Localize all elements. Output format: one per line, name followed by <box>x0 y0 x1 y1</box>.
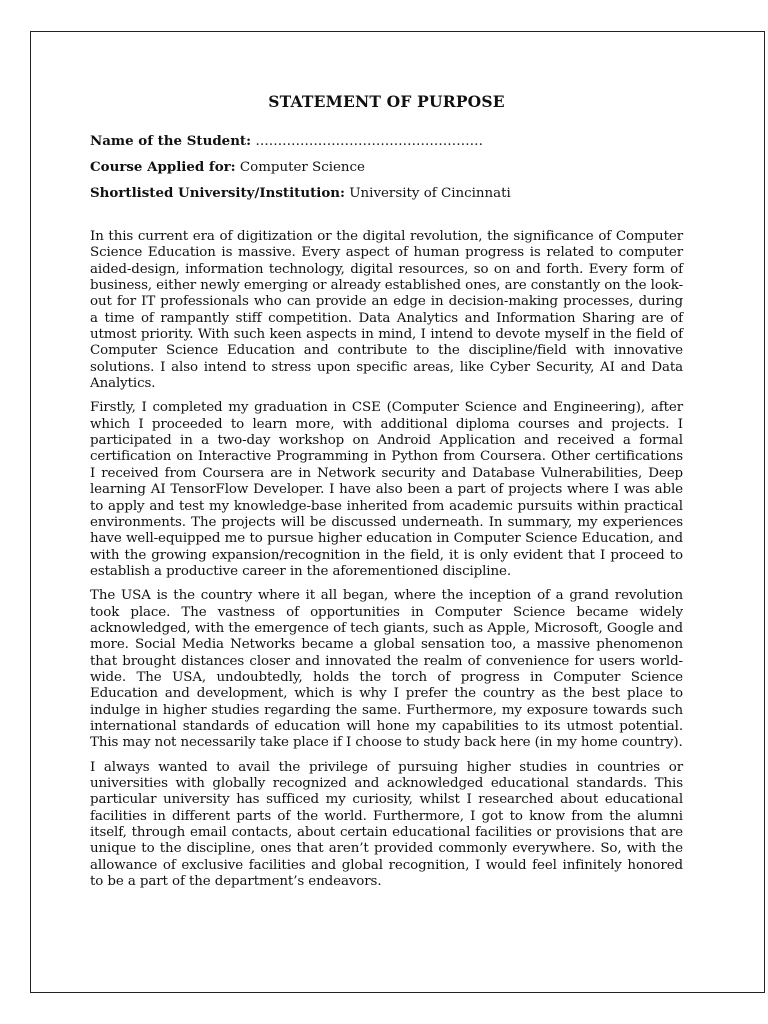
document-title: STATEMENT OF PURPOSE <box>268 92 505 111</box>
course-field <box>90 159 683 176</box>
document-content <box>90 92 683 898</box>
university-label: Shortlisted University/Institution: <box>90 185 345 201</box>
paragraph-background: Firstly, I completed my graduation in CSE (Computer Science and Engineering), after which I proceeded to learn more, with additional diploma courses and projects. I participated in a two-day workshop on Android Application and received a formal certification on Interactive Programming in Python from Coursera. Other certifications I received from Coursera are in Network security and Database Vulnerabilities, Deep learning AI TensorFlow Developer. I have also been a part of projects where I was able to apply and test my knowledge-base inherited from academic pursuits within practical environments. The projects will be discussed underneath. In summary, my experiences have well-equipped me to pursue higher education in Computer Science Education, and with the growing expansion/recognition in the field, it is only evident that I proceed to establish a productive career in the aforementioned discipline. <box>90 400 683 579</box>
student-name-value: …………………………………………… <box>255 134 483 149</box>
university-field <box>90 185 683 202</box>
paragraph-university: I always wanted to avail the privilege of pursuing higher studies in countries or universities with globally recognized and acknowledged educational standards. This particular university has sufficed my curiosity, whilst I researched about educational facilities in different parts of the world. Furthermore, I got to know from the alumni itself, through email contacts, about certain educational facilities or provisions that are unique to the discipline, ones that aren’t provided commonly everywhere. So, with the allowance of exclusive facilities and global recognition, I would feel infinitely honored to be a part of the department’s endeavors. <box>90 759 683 890</box>
paragraph-country: The USA is the country where it all began, where the inception of a grand revolution took place. The vastness of opportunities in Computer Science became widely acknowledged, with the emergence of tech giants, such as Apple, Microsoft, Google and more. Social Media Networks became a global sensation too, a massive phenomenon that brought distances closer and innovated the realm of convenience for users world-wide. The USA, undoubtedly, holds the torch of progress in Computer Science Education and development, which is why I prefer the country as the best place to indulge in higher studies regarding the same. Furthermore, my exposure towards such international standards of education will hone my capabilities to its utmost potential. This may not necessarily take place if I choose to study back here (in my home country). <box>90 588 683 751</box>
student-name-field <box>90 133 683 150</box>
statement-body <box>90 229 683 890</box>
paragraph-intro: In this current era of digitization or the digital revolution, the significance of Computer Science Education is massive. Every aspect of human progress is related to computer aided-design, information technology, digital resources, so on and forth. Every form of business, either newly emerging or already established ones, are constantly on the look-out for IT professionals who can provide an edge in decision-making processes, during a time of rampantly stiff competition. Data Analytics and Information Sharing are of utmost priority. With such keen aspects in mind, I intend to devote myself in the field of Computer Science Education and contribute to the discipline/field with innovative solutions. I also intend to stress upon specific areas, like Cyber Security, AI and Data Analytics. <box>90 229 683 392</box>
course-value: Computer Science <box>239 160 365 175</box>
student-name-label: Name of the Student: <box>90 133 252 149</box>
university-value: University of Cincinnati <box>349 186 511 201</box>
course-label: Course Applied for: <box>90 159 236 175</box>
